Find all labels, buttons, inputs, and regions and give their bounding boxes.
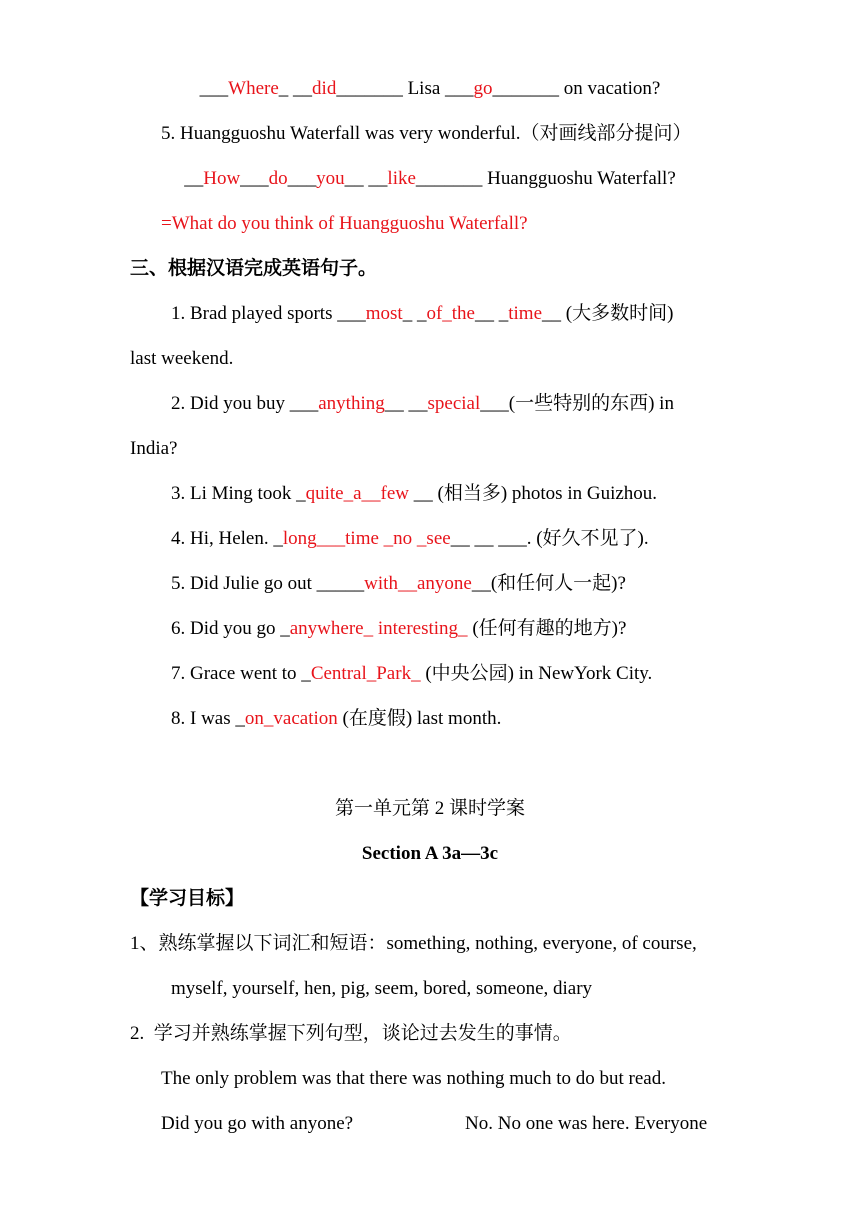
text-segment: 3. Li Ming took _: [171, 483, 306, 504]
text-segment: 1、熟练掌握以下词汇和短语：something, nothing, everyone, of course,: [130, 933, 697, 954]
text-segment: ___: [199, 78, 229, 99]
text-segment: _ __: [278, 78, 313, 99]
text-segment: __ _: [474, 303, 509, 324]
exercise-5: [171, 572, 626, 596]
answer-text: Where: [228, 78, 279, 99]
text-segment: __ (相当多) photos in Guizhou.: [409, 483, 658, 504]
goal-1-line-1: [130, 932, 697, 956]
exercise-1-line-1: [171, 302, 673, 326]
text-segment: India?: [130, 438, 178, 459]
goal-1-line-2: [171, 977, 592, 1001]
text-segment: 8. I was _: [171, 708, 245, 729]
text-segment: 2. Did you buy ___: [171, 393, 319, 414]
answer-text: most: [365, 303, 403, 324]
answer-text: you: [316, 168, 345, 189]
answer-text: quite_a__few: [305, 483, 409, 504]
text-segment: 【学习目标】: [130, 888, 245, 909]
answer-text: on_vacation: [244, 708, 338, 729]
answer-text: How: [203, 168, 241, 189]
text-segment: _ _: [402, 303, 427, 324]
learning-goals-heading: [130, 887, 244, 911]
exercise-7: [171, 662, 652, 686]
text-segment: 2. 学习并熟练掌握下列句型，谈论过去发生的事情。: [130, 1023, 572, 1044]
sentence-pattern-1: [161, 1067, 666, 1091]
question-5-prompt: [161, 122, 692, 146]
answer-text: Central_Park_: [310, 663, 421, 684]
exercise-2-line-1: [171, 392, 674, 416]
text-segment: 5. Huangguoshu Waterfall was very wonderful.（对画线部分提问）: [161, 123, 692, 144]
text-segment: Did you go with anyone?: [161, 1113, 354, 1134]
text-segment: The only problem was that there was nothing much to do but read.: [161, 1068, 666, 1089]
answer-text: time: [508, 303, 543, 324]
exercise-6: [171, 617, 626, 641]
text-segment: last weekend.: [130, 348, 234, 369]
text-segment: Section A 3a—3c: [361, 843, 499, 864]
answer-text: go: [473, 78, 493, 99]
text-segment: _______ on vacation?: [492, 78, 661, 99]
text-segment: __ __ ___. (好久不见了).: [450, 528, 649, 549]
text-segment: __ (大多数时间): [542, 303, 674, 324]
text-segment: (中央公园) in NewYork City.: [420, 663, 653, 684]
answer-text: of_the: [426, 303, 475, 324]
exercise-1-line-2: [130, 347, 233, 371]
text-segment: 第一单元第 2 课时学案: [334, 798, 525, 819]
sentence-pattern-2-question: [161, 1112, 353, 1136]
text-segment: _______ Huangguoshu Waterfall?: [415, 168, 676, 189]
answer-text: special: [427, 393, 481, 414]
text-segment: myself, yourself, hen, pig, seem, bored, someone, diary: [171, 978, 593, 999]
text-segment: __(和任何人一起)?: [471, 573, 626, 594]
exercise-2-line-2: [130, 437, 177, 461]
answer-line-where-did-lisa-go: [0, 77, 860, 101]
text-segment: 1. Brad played sports ___: [171, 303, 366, 324]
text-segment: ___: [287, 168, 317, 189]
answer-line-how-do-you-like: [0, 167, 860, 191]
answer-text: =What do you think of Huangguoshu Waterfall?: [161, 213, 528, 234]
text-segment: ___(一些特别的东西) in: [480, 393, 674, 414]
text-segment: 三、根据汉语完成英语句子。: [130, 258, 378, 279]
answer-text: anywhere_ interesting_: [289, 618, 468, 639]
text-segment: 6. Did you go _: [171, 618, 290, 639]
text-segment: ___: [240, 168, 269, 189]
section-subtitle: [0, 842, 860, 866]
text-segment: No. No one was here. Everyone: [465, 1113, 708, 1134]
exercise-4: [171, 527, 649, 551]
sentence-pattern-2-answer: [465, 1112, 707, 1136]
text-segment: __ __: [344, 168, 388, 189]
lesson-plan-title: [0, 797, 860, 821]
text-segment: 4. Hi, Helen. _: [171, 528, 283, 549]
answer-text: anything: [318, 393, 385, 414]
text-segment: __ __: [384, 393, 428, 414]
answer-text: like: [387, 168, 416, 189]
answer-text: do: [268, 168, 288, 189]
answer-line-what-do-you-think: [161, 212, 528, 236]
text-segment: _______ Lisa ___: [336, 78, 474, 99]
text-segment: (在度假) last month.: [337, 708, 502, 729]
text-segment: (任何有趣的地方)?: [467, 618, 627, 639]
exercise-3: [171, 482, 657, 506]
goal-2: [130, 1022, 572, 1046]
answer-text: with__anyone: [364, 573, 472, 594]
section-three-heading: [130, 257, 377, 281]
text-segment: 5. Did Julie go out _____: [171, 573, 365, 594]
text-segment: 7. Grace went to _: [171, 663, 311, 684]
answer-text: did: [312, 78, 337, 99]
answer-text: long___time _no _see: [282, 528, 451, 549]
exercise-8: [171, 707, 501, 731]
text-segment: __: [184, 168, 204, 189]
